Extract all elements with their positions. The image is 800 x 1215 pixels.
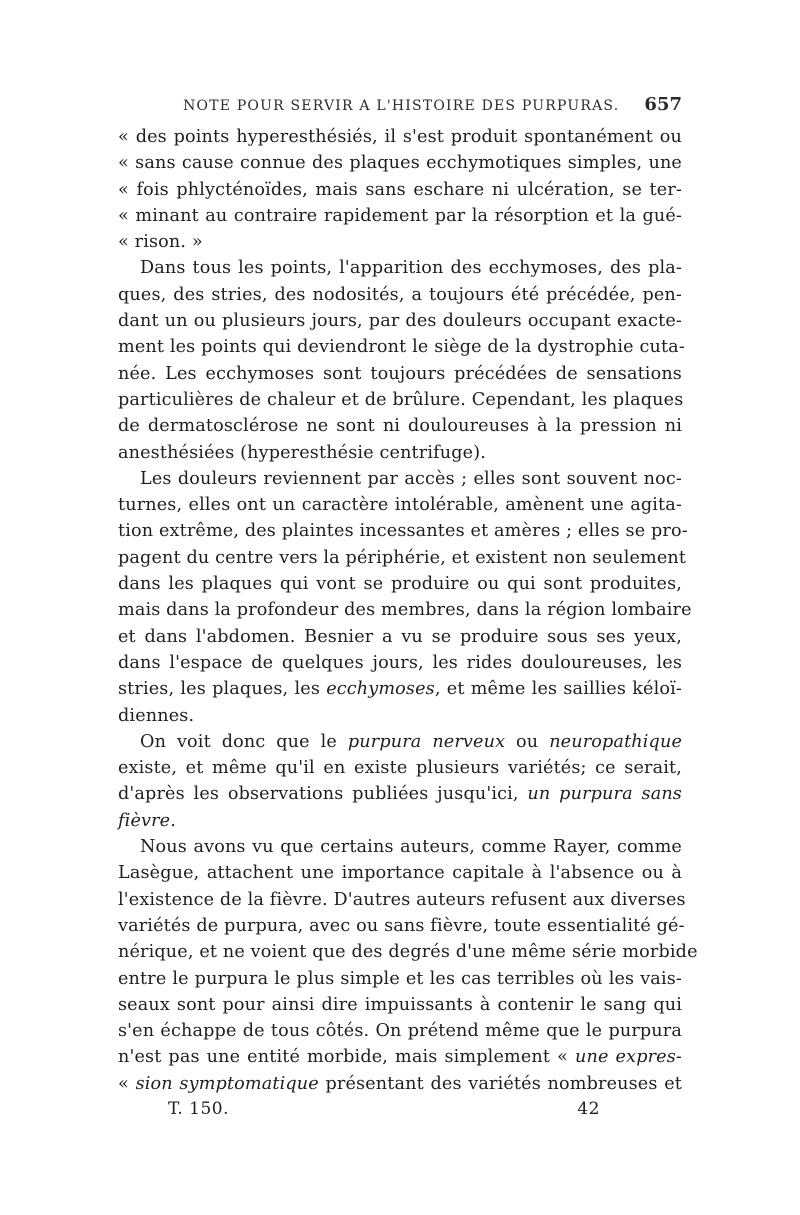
text-line: née. Les ecchymoses sont toujours précédées de sensations <box>118 363 682 384</box>
text-line: seaux sont pour ainsi dire impuissants à contenir le sang qui <box>118 994 682 1015</box>
text-line <box>118 1071 682 1097</box>
text-line: dant un ou plusieurs jours, par des douleurs occupant exacte- <box>118 311 682 332</box>
book-page <box>118 94 698 1125</box>
text-line: ment les points qui deviendront le siège de la dystrophie cuta- <box>118 337 685 358</box>
text-run: n'est pas une entité morbide, mais simplement « <box>118 1047 576 1068</box>
page-number: 657 <box>644 94 682 115</box>
text-run: On voit donc que le <box>140 731 348 752</box>
italic-run: ecchymoses <box>326 679 435 700</box>
text-line: Dans tous les points, l'apparition des ecchymoses, des pla- <box>140 258 682 279</box>
text-run: stries, les plaques, les <box>118 679 327 700</box>
signature-mark: T. 150. <box>168 1098 229 1119</box>
text-line: l'existence de la fièvre. D'autres auteurs refusent aux diverses <box>118 889 686 910</box>
text-line: variétés de purpura, avec ou sans fièvre, toute essentialité gé- <box>118 915 685 936</box>
text-line <box>118 781 682 807</box>
text-line: ques, des stries, des nodosités, a toujours été précédée, pen- <box>118 284 682 305</box>
running-title: NOTE POUR SERVIR A L'HISTOIRE DES PURPURAS. <box>183 98 620 114</box>
text-line: de dermatosclérose ne sont ni douloureuses à la pression ni <box>118 416 682 437</box>
text-line: entre le purpura le plus simple et les cas terribles où les vais- <box>118 968 682 989</box>
paragraph <box>118 834 698 1097</box>
text-line: dans l'espace de quelques jours, les rides douloureuses, les <box>118 652 682 673</box>
text-line <box>118 676 682 702</box>
text-line: dans les plaques qui vont se produire ou qui sont produites, <box>118 574 682 595</box>
text-run: présentant des variétés nombreuses et <box>318 1073 682 1094</box>
text-line: tion extrême, des plaintes incessantes et amères ; elles se pro- <box>118 521 688 542</box>
running-head <box>118 94 682 124</box>
text-run: « <box>118 1073 136 1094</box>
italic-run: purpura nerveux <box>347 731 506 752</box>
text-run: , et même les saillies kéloï- <box>434 679 682 700</box>
italic-run: sion symptomatique <box>135 1073 319 1094</box>
quote-line: « sans cause connue des plaques ecchymotiques simples, une <box>118 153 682 174</box>
paragraph <box>118 255 685 465</box>
text-line <box>118 1044 682 1070</box>
quote-line: « minant au contraire rapidement par la résorption et la gué- <box>118 205 682 226</box>
text-line: mais dans la profondeur des membres, dans la région lombaire <box>118 600 692 621</box>
text-line: Les douleurs reviennent par accès ; elles sont souvent noc- <box>140 468 682 489</box>
page-footer <box>118 1099 682 1125</box>
italic-run: un purpura sans <box>527 784 682 805</box>
text-line: anesthésiées (hyperesthésie centrifuge). <box>118 442 486 463</box>
text-line: Nous avons vu que certains auteurs, comme Rayer, comme <box>140 837 682 858</box>
paragraph <box>118 729 682 834</box>
text-line <box>118 808 682 834</box>
text-line: s'en échappe de tous côtés. On prétend même que le purpura <box>118 1021 682 1042</box>
quotation <box>118 124 682 255</box>
paragraph <box>118 466 692 729</box>
italic-run: une expres- <box>575 1047 682 1068</box>
quote-line: « rison. » <box>118 232 203 253</box>
text-line: particulières de chaleur et de brûlure. Cependant, les plaques <box>118 389 684 410</box>
text-line: diennes. <box>118 705 195 726</box>
text-run: ou <box>505 731 550 752</box>
sheet-number: 42 <box>577 1098 600 1119</box>
text-line <box>118 729 682 755</box>
text-line: nérique, et ne voient que des degrés d'une même série morbide <box>118 942 698 963</box>
italic-run: fièvre. <box>118 810 176 831</box>
quote-line: « des points hyperesthésiés, il s'est produit spontanément ou <box>118 127 682 147</box>
text-line: Lasègue, attachent une importance capitale à l'absence ou à <box>118 863 682 884</box>
body-text <box>118 124 698 1097</box>
quote-line: « fois phlycténoïdes, mais sans eschare ni ulcération, se ter- <box>118 179 682 200</box>
text-line: pagent du centre vers la périphérie, et existent non seulement <box>118 547 687 568</box>
text-run: d'après les observations publiées jusqu'ici, <box>118 784 528 805</box>
italic-run: neuropathique <box>549 731 682 752</box>
text-line: turnes, elles ont un caractère intolérable, amènent une agita- <box>118 495 682 516</box>
text-line: et dans l'abdomen. Besnier a vu se produire sous ses yeux, <box>118 626 682 647</box>
text-line: existe, et même qu'il en existe plusieurs variétés; ce serait, <box>118 758 682 779</box>
